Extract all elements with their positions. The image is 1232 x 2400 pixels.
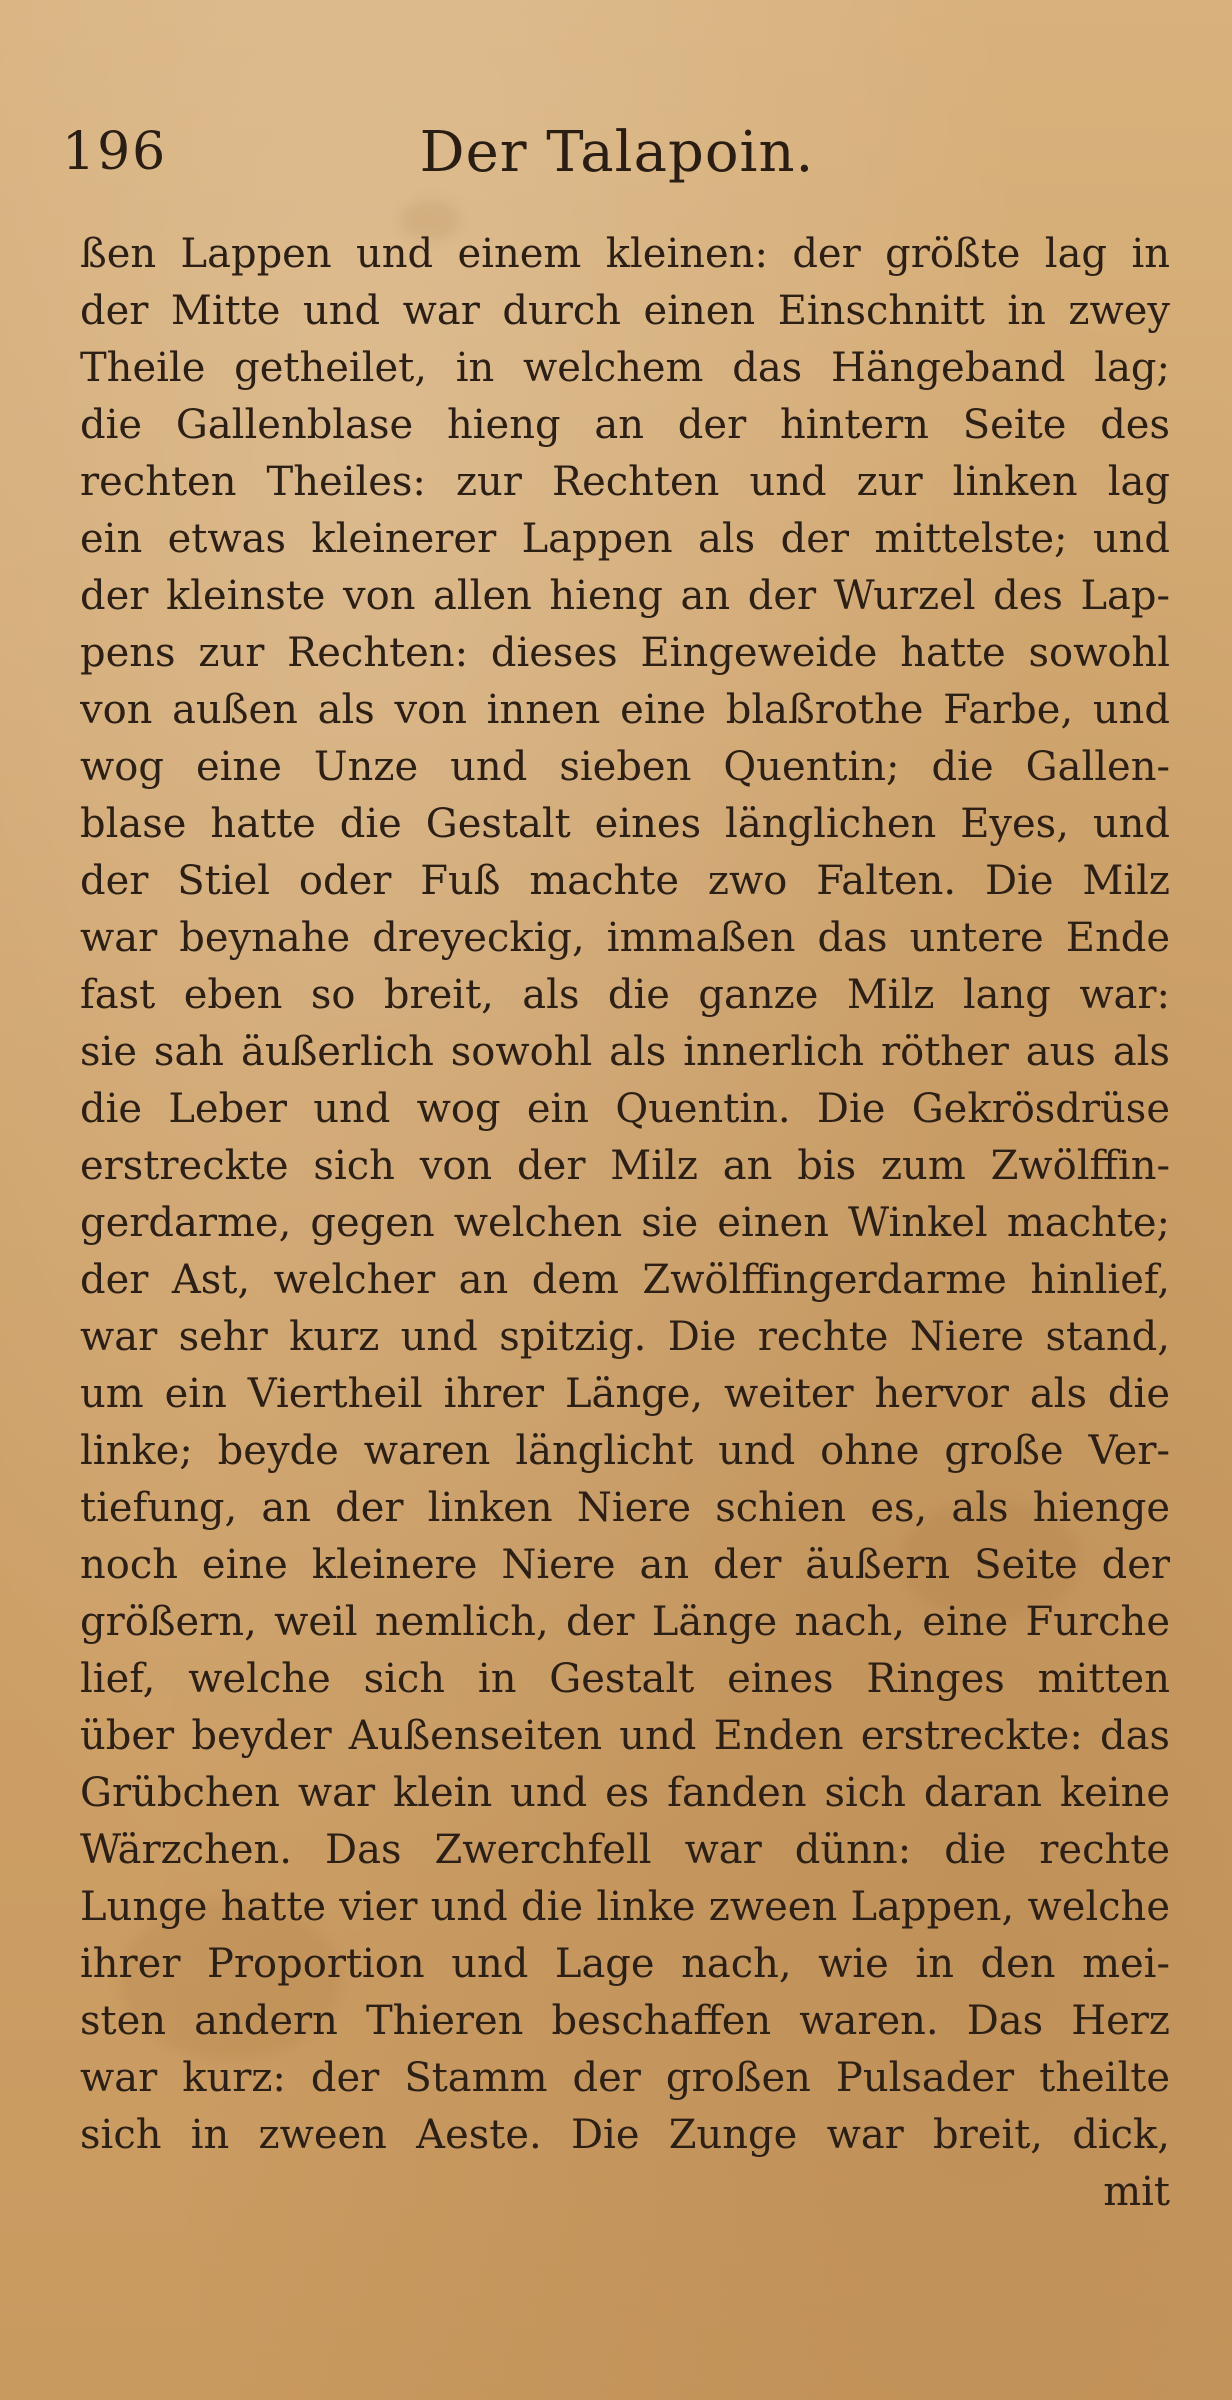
text-line: Lunge hatte vier und die linke zween Lappen, welche (80, 1884, 1170, 1930)
text-line: die Gallenblase hieng an der hintern Seite des (80, 402, 1170, 448)
text-line: gerdarme, gegen welchen sie einen Winkel machte; (80, 1200, 1170, 1246)
text-line: rechten Theiles: zur Rechten und zur linken lag (80, 459, 1170, 505)
text-line: sten andern Thieren beschaffen waren. Das Herz (80, 1998, 1170, 2044)
text-line: ßen Lappen und einem kleinen: der größte lag in (80, 231, 1170, 277)
text-line: sich in zween Aeste. Die Zunge war breit, dick, (80, 2112, 1170, 2158)
page-number: 196 (62, 122, 168, 182)
catchword: mit (1103, 2169, 1170, 2215)
text-line: der Mitte und war durch einen Einschnitt in zwey (80, 288, 1170, 334)
text-line: war kurz: der Stamm der großen Pulsader theilte (80, 2055, 1170, 2101)
text-line: die Leber und wog ein Quentin. Die Gekrösdrüse (80, 1086, 1170, 1132)
text-line: war beynahe dreyeckig, immaßen das untere Ende (80, 915, 1170, 961)
text-line: wog eine Unze und sieben Quentin; die Gallen- (80, 744, 1170, 790)
text-line: der Ast, welcher an dem Zwölffingerdarme hinlief, (80, 1257, 1170, 1303)
text-line: war sehr kurz und spitzig. Die rechte Niere stand, (80, 1314, 1170, 1360)
text-line: von außen als von innen eine blaßrothe Farbe, und (80, 687, 1170, 733)
running-title: Der Talapoin. (419, 120, 815, 185)
text-line: der kleinste von allen hieng an der Wurzel des Lap- (80, 573, 1170, 619)
text-line: noch eine kleinere Niere an der äußern Seite der (80, 1542, 1170, 1588)
text-line: pens zur Rechten: dieses Eingeweide hatte sowohl (80, 630, 1170, 676)
text-line: ein etwas kleinerer Lappen als der mittelste; und (80, 516, 1170, 562)
text-line: erstreckte sich von der Milz an bis zum Zwölffin- (80, 1143, 1170, 1189)
text-line: um ein Viertheil ihrer Länge, weiter hervor als die (80, 1371, 1170, 1417)
text-line: ihrer Proportion und Lage nach, wie in den mei- (80, 1941, 1170, 1987)
text-line: lief, welche sich in Gestalt eines Ringes mitten (80, 1656, 1170, 1702)
text-line: der Stiel oder Fuß machte zwo Falten. Die Milz (80, 858, 1170, 904)
text-line: Grübchen war klein und es fanden sich daran keine (80, 1770, 1170, 1816)
text-line: fast eben so breit, als die ganze Milz lang war: (80, 972, 1170, 1018)
text-line: Wärzchen. Das Zwerchfell war dünn: die rechte (80, 1827, 1170, 1873)
text-line: tiefung, an der linken Niere schien es, als hienge (80, 1485, 1170, 1531)
text-line: blase hatte die Gestalt eines länglichen Eyes, und (80, 801, 1170, 847)
text-line: größern, weil nemlich, der Länge nach, eine Furche (80, 1599, 1170, 1645)
body-text (80, 226, 1170, 2221)
text-line: sie sah äußerlich sowohl als innerlich röther aus als (80, 1029, 1170, 1075)
text-line: linke; beyde waren länglicht und ohne große Ver- (80, 1428, 1170, 1474)
text-line: Theile getheilet, in welchem das Hängeband lag; (80, 345, 1170, 391)
running-header (62, 112, 1172, 202)
text-line: über beyder Außenseiten und Enden erstreckte: das (80, 1713, 1170, 1759)
